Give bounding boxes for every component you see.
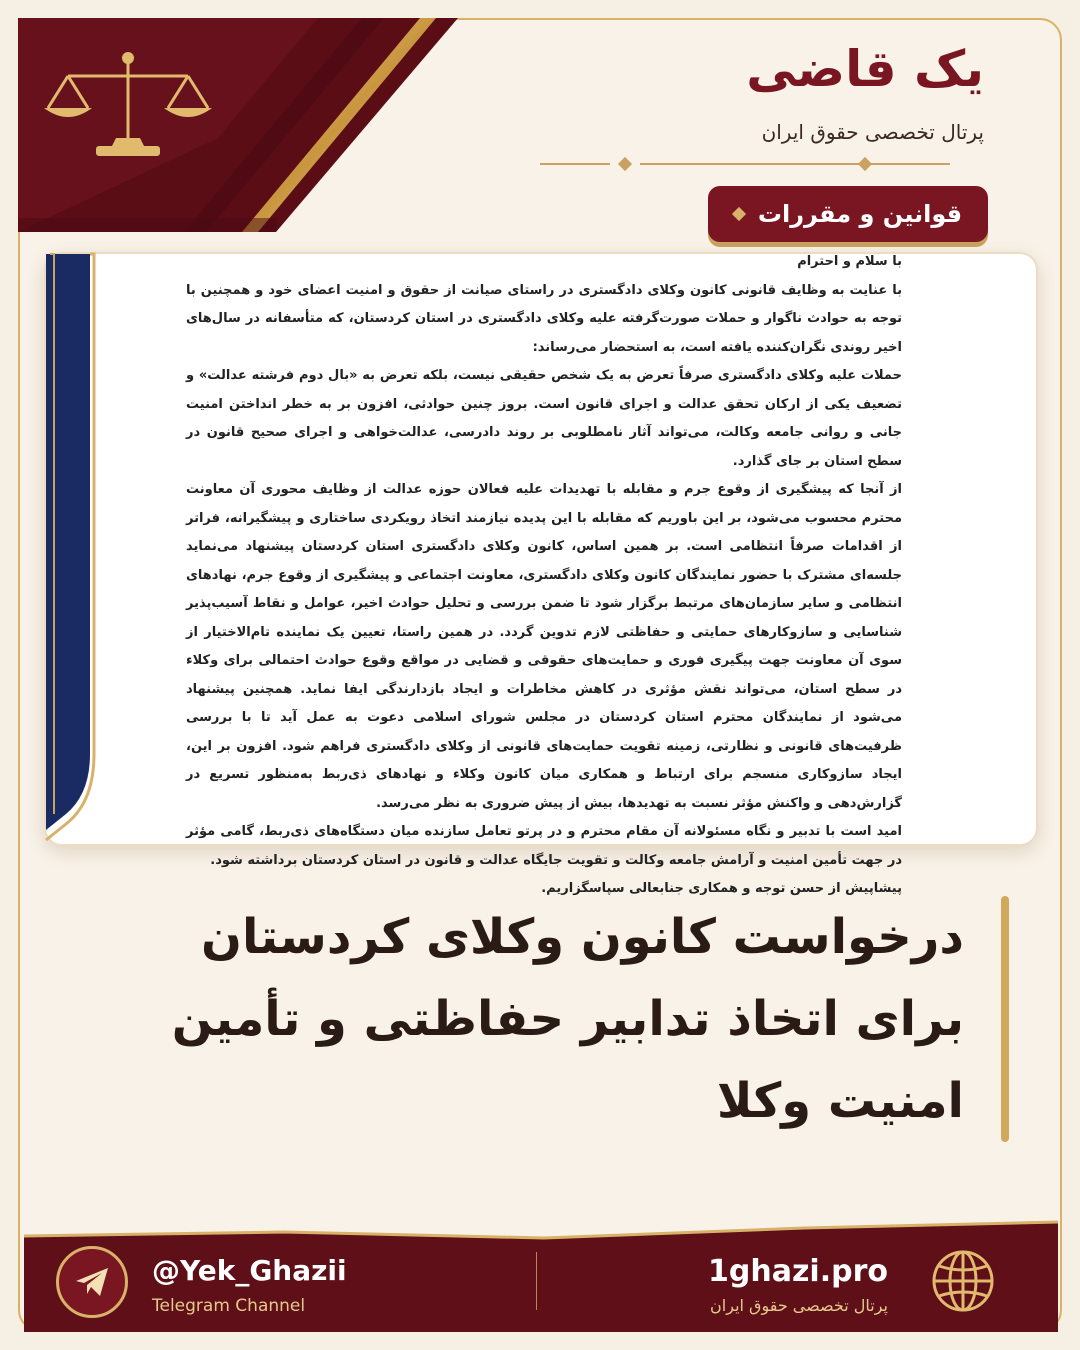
document-body bbox=[186, 248, 902, 904]
globe-icon[interactable] bbox=[930, 1248, 996, 1314]
telegram-label: Telegram Channel bbox=[152, 1296, 306, 1316]
telegram-handle[interactable]: @Yek_Ghazii bbox=[152, 1254, 347, 1287]
headline-accent-bar bbox=[1001, 896, 1009, 1142]
diamond-icon bbox=[732, 207, 746, 221]
document-paragraph: با عنایت به وظایف قانونی کانون وکلای دادگستری در راستای صیانت از حقوق و امنیت اعضای خود و همچنین با توجه به حوادث ناگوار و حملات صورت‌گرفته علیه وکلای دادگستری در استان کردستان، که متأسفانه در سال‌های اخیر روندی نگران‌کننده یافته است، به استحضار می‌رساند: bbox=[186, 282, 902, 355]
ornament-divider bbox=[540, 156, 960, 172]
telegram-icon bbox=[72, 1262, 112, 1302]
document-paragraph: از آنجا که پیشگیری از وقوع جرم و مقابله با تهدیدات علیه فعالان حوزه عدالت از وظایف محوری آن معاونت محترم محسوب می‌شود، بر این باوریم که مقابله با این پدیده نیازمند اتخاذ رویکردی ساختاری و پیشگیرانه، فراتر از اقدامات صرفاً انتظامی است. بر همین اساس، کانون وکلای دادگستری استان کردستان پیشنهاد می‌نماید جلسه‌ای مشترک با حضور نمایندگان کانون وکلای دادگستری، معاونت اجتماعی و پیشگیری از وقوع جرم، نهادهای انتظامی و سایر سازمان‌های مرتبط برگزار شود تا ضمن بررسی و تحلیل حوادث اخیر، عوامل و نقاط آسیب‌پذیر شناسایی و سازوکارهای حمایتی و حفاظتی لازم تدوین گردد. در همین راستا، تعیین یک نماینده تام‌الاختیار از سوی آن معاونت جهت پیگیری فوری و حمایت‌های حقوقی و قضایی در مواقع وقوع حوادث احتمالی برای وکلاء در سطح استان، می‌تواند نقش مؤثری در کاهش مخاطرات و ایجاد بازدارندگی ایفا نماید. همچنین پیشنهاد می‌شود از نمایندگان محترم استان کردستان در مجلس شورای اسلامی دعوت به عمل آید تا با بررسی ظرفیت‌های قانونی و نظارتی، زمینه تقویت حمایت‌های قانونی از وکلای دادگستری فراهم شود. افزون بر این، ایجاد سازوکاری منسجم برای ارتباط و همکاری میان کانون وکلاء و نهادهای ذی‌ربط به‌منظور تسریع در گزارش‌دهی و واکنش مؤثر نسبت به تهدیدها، بیش از پیش ضروری به نظر می‌رسد. bbox=[186, 482, 902, 811]
category-label: قوانین و مقررات bbox=[757, 200, 963, 228]
website-link[interactable]: 1ghazi.pro bbox=[708, 1254, 888, 1289]
brand-subtitle: پرتال تخصصی حقوق ایران bbox=[761, 120, 984, 144]
category-badge[interactable] bbox=[708, 186, 988, 242]
document-paragraph: امید است با تدبیر و نگاه مسئولانه آن مقام محترم و در پرتو تعامل سازنده میان دستگاه‌های ذی‌ربط، گامی مؤثر در جهت تأمین امنیت و آرامش جامعه وکالت و تقویت جایگاه عدالت و قانون در استان کردستان برداشته شود. bbox=[186, 824, 902, 868]
website-subtitle: پرتال تخصصی حقوق ایران bbox=[710, 1296, 888, 1315]
document-paragraph: پیشاپیش از حسن توجه و همکاری جنابعالی سپاسگزاریم. bbox=[541, 881, 902, 896]
brand-title: یک قاضی bbox=[746, 40, 984, 98]
document-border-decoration bbox=[46, 254, 156, 848]
headline: درخواست کانون وکلای کردستان برای اتخاذ تدابیر حفاظتی و تأمین امنیت وکلا bbox=[171, 909, 964, 1129]
footer-divider bbox=[536, 1252, 537, 1310]
document-image bbox=[44, 252, 1038, 896]
telegram-button[interactable] bbox=[56, 1246, 128, 1318]
document-paragraph: با سلام و احترام bbox=[797, 254, 902, 269]
scales-of-justice-icon bbox=[40, 46, 216, 166]
document-paragraph: حملات علیه وکلای دادگستری صرفاً تعرض به یک شخص حقیقی نیست، بلکه تعرض به «بال دوم فرشته عدالت» و تضعیف یکی از ارکان تحقق عدالت و اجرای قانون است. بروز چنین حوادثی، افزون بر به خطر انداختن امنیت جانی و روانی جامعه وکالت، می‌تواند آثار نامطلوبی بر روند دادرسی، عدالت‌خواهی و اجرای صحیح قانون در سطح استان بر جای گذارد. bbox=[186, 368, 902, 469]
